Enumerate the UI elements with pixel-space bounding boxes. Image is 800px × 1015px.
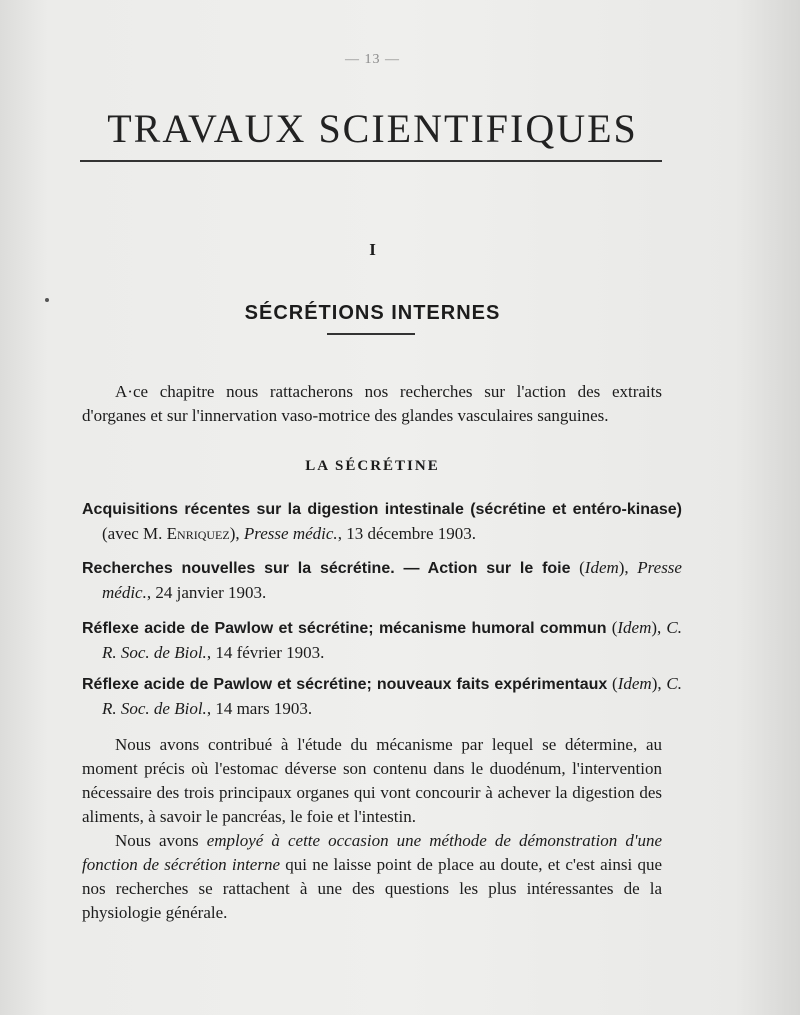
page-number: — 13 —: [345, 52, 400, 67]
reference-authors-prefix: (avec M.: [102, 524, 167, 543]
body-paragraph: Nous avons contribué à l'étude du mécanisme par lequel se détermine, au moment précis où l'estomac déverse son contenu dans le duodénum, l'intervention nécessaire des trois principaux organes qui vont concourir à achever la digestion des aliments, à savoir le pancréas, le foie et l'intestin.: [82, 735, 662, 826]
reference-authors-suffix: ),: [651, 618, 667, 637]
reference-item: [82, 497, 682, 546]
reference-authors-suffix: ),: [618, 558, 638, 577]
reference-journal: C. R. Soc. de Biol.: [102, 618, 682, 662]
intro-paragraph: A·ce chapitre nous rattacherons nos recherches sur l'action des extraits d'organes et sur l'innervation vaso-motrice des glandes vasculaires sanguines.: [82, 382, 662, 425]
body-text: [82, 733, 662, 925]
body-paragraph: [82, 829, 662, 925]
reference-title: Acquisitions récentes sur la digestion intestinale (sécrétine et entéro-kinase): [82, 501, 682, 518]
reference-title: Réflexe acide de Pawlow et sécrétine; nouveaux faits expérimentaux: [82, 676, 608, 693]
reference-authors-suffix: ),: [651, 674, 667, 693]
subsection-title: LA SÉCRÉTINE: [305, 458, 440, 474]
reference-journal: Presse médic.: [102, 558, 682, 602]
title-rule: [80, 160, 662, 162]
reference-date: , 14 février 1903.: [206, 643, 325, 662]
reference-title: Réflexe acide de Pawlow et sécrétine; mécanisme humoral commun: [82, 620, 607, 637]
body-paragraph-start: Nous avons: [115, 831, 207, 850]
section-number: I: [369, 240, 376, 259]
reference-item: [82, 672, 682, 721]
section-rule: [327, 333, 415, 335]
page-title: TRAVAUX SCIENTIFIQUES: [107, 105, 638, 151]
section-title: SÉCRÉTIONS INTERNES: [244, 301, 501, 324]
reference-date: , 14 mars 1903.: [206, 699, 313, 718]
reference-authors-suffix: ),: [229, 524, 244, 543]
reference-authors-prefix: (: [570, 558, 585, 577]
reference-authors-prefix: (: [606, 618, 618, 637]
body-paragraph-emphasis: employé à cette occasion une méthode de démonstration d'une fonction de sécrétion interne: [82, 831, 662, 874]
reference-journal: Presse médic.: [243, 524, 338, 543]
reference-item: [82, 616, 682, 665]
reference-author: Idem: [584, 558, 619, 577]
reference-journal: C. R. Soc. de Biol.: [102, 674, 682, 718]
reference-author: Idem: [617, 674, 652, 693]
reference-date: , 13 décembre 1903.: [337, 524, 477, 543]
reference-author: Enriquez: [166, 524, 230, 543]
reference-author: Idem: [617, 618, 652, 637]
reference-date: , 24 janvier 1903.: [146, 583, 267, 602]
body-paragraph-end: qui ne laisse point de place au doute, et c'est ainsi que nos recherches se rattachent à une des questions les plus intéressantes de la physiologie générale.: [82, 855, 662, 922]
reference-item: [82, 556, 682, 605]
reference-title: Recherches nouvelles sur la sécrétine. — Action sur le foie: [82, 560, 571, 577]
reference-authors-prefix: (: [607, 674, 618, 693]
